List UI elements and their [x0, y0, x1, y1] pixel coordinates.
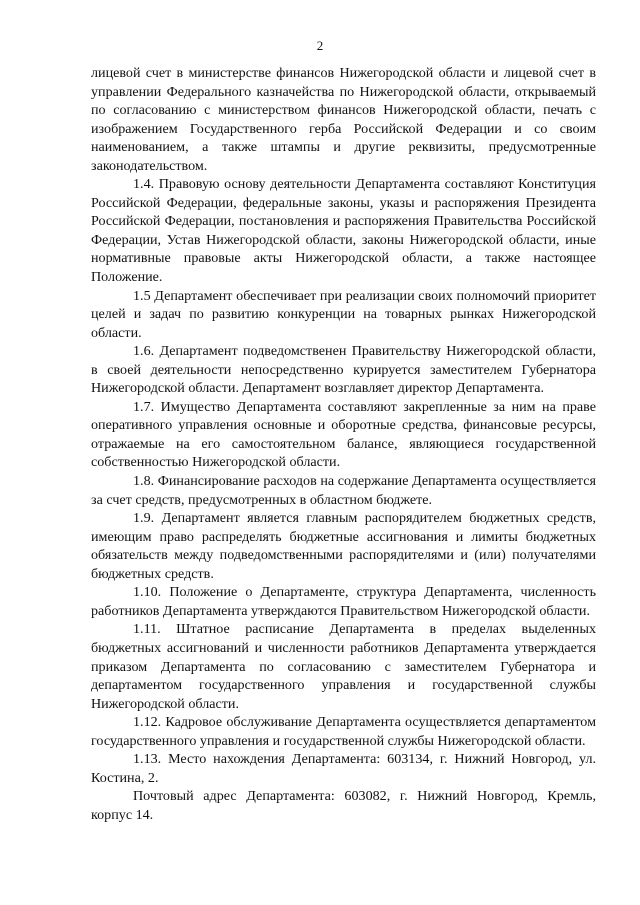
document-body [91, 64, 596, 824]
paragraph-1-7: 1.7. Имущество Департамента составляют закрепленные за ним на праве оперативного управления основные и оборотные средства, финансовые ресурсы, отражаемые на его самостоятельном балансе, являющиеся государственной собственностью Нижегородской области. [91, 398, 596, 471]
page-number: 2 [316, 38, 324, 53]
paragraph-1-12: 1.12. Кадровое обслуживание Департамента осуществляется департаментом государственного управления и государственной службы Нижегородской области. [91, 714, 596, 749]
paragraph-1-9: 1.9. Департамент является главным распорядителем бюджетных средств, имеющим право распределять бюджетные ассигнования и лимиты бюджетных обязательств между подведомственными распорядителями и (или) получателями бюджетных средств. [91, 510, 596, 582]
paragraph-postal-address: Почтовый адрес Департамента: 603082, г. Нижний Новгород, Кремль, корпус 14. [91, 788, 596, 823]
paragraph-1-10: 1.10. Положение о Департаменте, структура Департамента, численность работников Департамента утверждаются Правительством Нижегородской области. [91, 584, 596, 619]
paragraph-1-4: 1.4. Правовую основу деятельности Департамента составляют Конституция Российской Федерации, федеральные законы, указы и распоряжения Президента Российской Федерации, постановления и распоряжения Правительства Российской Федерации, Устав Нижегородской области, законы Нижегородской области, иные нормативные правовые акты Нижегородской области, а также настоящее Положение. [91, 176, 596, 286]
paragraph-1-13: 1.13. Место нахождения Департамента: 603134, г. Нижний Новгород, ул. Костина, 2. [91, 751, 596, 786]
paragraph-1-11: 1.11. Штатное расписание Департамента в пределах выделенных бюджетных ассигнований и численности работников Департамента утверждается приказом Департамента по согласованию с заместителем Губернатора и департаментом государственного управления и государственной службы Нижегородской области. [91, 621, 596, 712]
paragraph-continuation: лицевой счет в министерстве финансов Нижегородской области и лицевой счет в управлении Федерального казначейства по Нижегородской области, открываемый по согласованию с министерством финансов Нижегородской области, печать с изображением Государственного герба Российской Федерации и со своим наименованием, а также штампы и другие реквизиты, предусмотренные законодательством. [91, 65, 596, 174]
paragraph-1-8: 1.8. Финансирование расходов на содержание Департамента осуществляется за счет средств, предусмотренных в областном бюджете. [91, 473, 596, 508]
paragraph-1-6: 1.6. Департамент подведомственен Правительству Нижегородской области, в своей деятельности непосредственно курируется заместителем Губернатора Нижегородской области. Департамент возглавляет директор Департамента. [91, 343, 596, 397]
paragraph-1-5: 1.5 Департамент обеспечивает при реализации своих полномочий приоритет целей и задач по развитию конкуренции на товарных рынках Нижегородской области. [91, 287, 596, 341]
